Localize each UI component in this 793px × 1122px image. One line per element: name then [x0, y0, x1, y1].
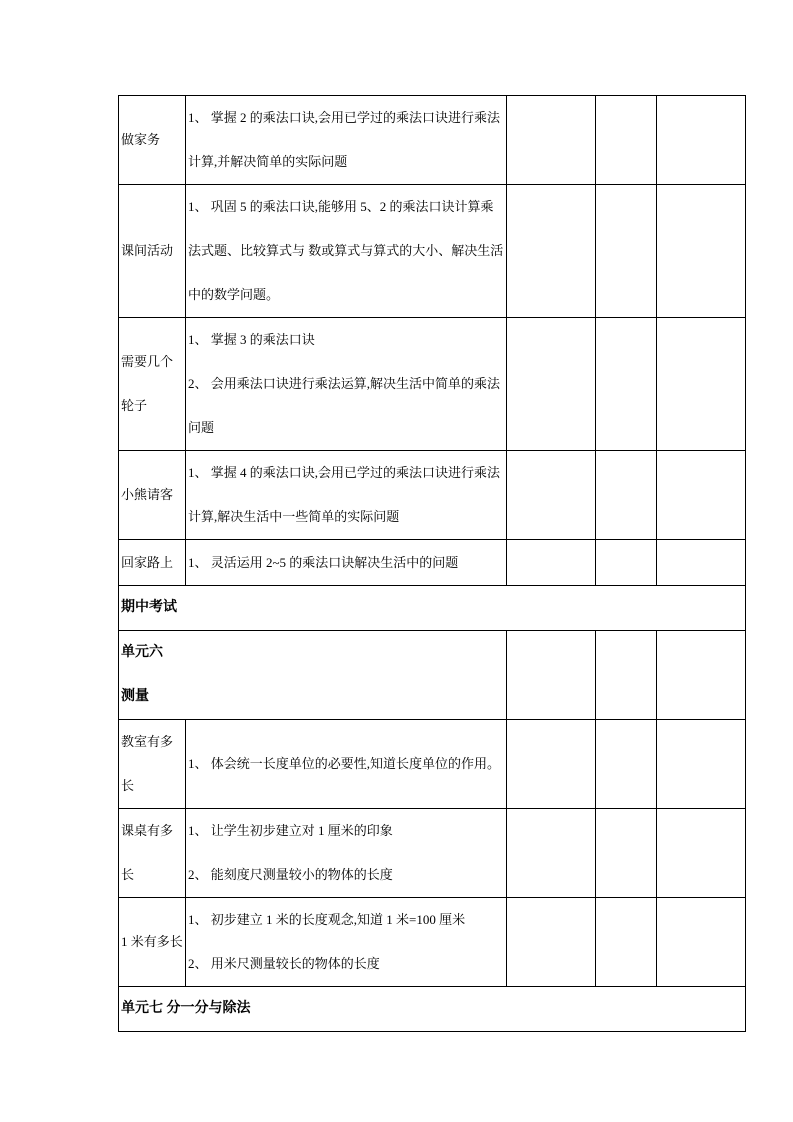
empty-cell	[596, 185, 657, 318]
objective-paragraph: 1、 体会统一长度单位的必要性,知道长度单位的作用。	[188, 756, 501, 771]
empty-cell	[596, 540, 657, 586]
objectives-cell	[186, 809, 507, 898]
empty-cell	[596, 96, 657, 185]
lesson-name: 课桌有多长	[121, 823, 174, 882]
table-row	[119, 185, 746, 318]
empty-cell	[657, 898, 746, 987]
lesson-name-cell	[119, 451, 186, 540]
empty-cell	[657, 185, 746, 318]
objective-paragraph: 2、 会用乘法口诀进行乘法运算,解决生活中简单的乘法问题	[188, 376, 501, 435]
lesson-name-cell	[119, 898, 186, 987]
empty-cell	[596, 451, 657, 540]
empty-cell	[507, 631, 596, 720]
table-row	[119, 318, 746, 451]
lesson-name: 课间活动	[121, 243, 174, 258]
table-row	[119, 809, 746, 898]
objectives-cell	[186, 540, 507, 586]
lesson-name: 1 米有多长	[121, 934, 183, 949]
objective-paragraph: 1、 掌握 4 的乘法口诀,会用已学过的乘法口诀进行乘法计算,解决生活中一些简单的实际问题	[188, 465, 501, 524]
lesson-name: 回家路上	[121, 554, 174, 570]
empty-cell	[507, 451, 596, 540]
objectives-cell	[186, 185, 507, 318]
lesson-name: 需要几个轮子	[121, 354, 174, 413]
objective-paragraph: 1、 初步建立 1 米的长度观念,知道 1 米=100 厘米	[188, 912, 466, 927]
table-row	[119, 898, 746, 987]
objectives-cell	[186, 451, 507, 540]
objectives-cell	[186, 720, 507, 809]
empty-cell	[657, 540, 746, 586]
section-title-cell	[119, 586, 746, 631]
empty-cell	[507, 809, 596, 898]
empty-cell	[507, 898, 596, 987]
empty-cell	[657, 318, 746, 451]
objectives-cell	[186, 96, 507, 185]
empty-cell	[596, 809, 657, 898]
section-title: 单元七 分一分与除法	[121, 1001, 251, 1016]
objective-paragraph: 2、 用米尺测量较长的物体的长度	[188, 956, 380, 971]
section-title-cell	[119, 987, 746, 1032]
table-row	[119, 720, 746, 809]
empty-cell	[657, 631, 746, 720]
empty-cell	[596, 720, 657, 809]
lesson-name: 小熊请客	[121, 487, 174, 502]
empty-cell	[596, 631, 657, 720]
unit-title-cell	[119, 631, 507, 720]
empty-cell	[507, 540, 596, 586]
lesson-name-cell	[119, 185, 186, 318]
lesson-name-cell	[119, 96, 186, 185]
table-row	[119, 540, 746, 586]
objective-paragraph: 1、 让学生初步建立对 1 厘米的印象	[188, 823, 393, 838]
objectives-cell	[186, 898, 507, 987]
empty-cell	[657, 720, 746, 809]
empty-cell	[596, 318, 657, 451]
table-row	[119, 96, 746, 185]
objective-paragraph: 1、 掌握 3 的乘法口诀	[188, 332, 315, 347]
table-row	[119, 451, 746, 540]
curriculum-table	[118, 95, 746, 1032]
empty-cell	[657, 809, 746, 898]
empty-cell	[507, 318, 596, 451]
empty-cell	[507, 96, 596, 185]
objective-paragraph: 2、 能刻度尺测量较小的物体的长度	[188, 867, 393, 882]
empty-cell	[596, 898, 657, 987]
objective-paragraph: 1、 灵活运用 2~5 的乘法口诀解决生活中的问题	[188, 554, 459, 570]
lesson-name-cell	[119, 809, 186, 898]
lesson-name: 教室有多长	[121, 734, 174, 793]
empty-cell	[657, 96, 746, 185]
objectives-cell	[186, 318, 507, 451]
section-title: 期中考试	[121, 600, 177, 615]
objective-paragraph: 1、 掌握 2 的乘法口诀,会用已学过的乘法口诀进行乘法计算,并解决简单的实际问题	[188, 110, 501, 169]
table-row-section	[119, 987, 746, 1032]
lesson-name-cell	[119, 540, 186, 586]
empty-cell	[507, 720, 596, 809]
unit-title-line: 测量	[121, 689, 149, 704]
lesson-name-cell	[119, 318, 186, 451]
lesson-name: 做家务	[121, 132, 161, 147]
lesson-name-cell	[119, 720, 186, 809]
empty-cell	[507, 185, 596, 318]
table-row-unit	[119, 631, 746, 720]
objective-paragraph: 1、 巩固 5 的乘法口诀,能够用 5、2 的乘法口诀计算乘法式题、比较算式与 数或算式与算式的大小、解决生活中的数学问题。	[188, 199, 504, 302]
unit-title-line: 单元六	[121, 645, 163, 660]
empty-cell	[657, 451, 746, 540]
table-row-section	[119, 586, 746, 631]
